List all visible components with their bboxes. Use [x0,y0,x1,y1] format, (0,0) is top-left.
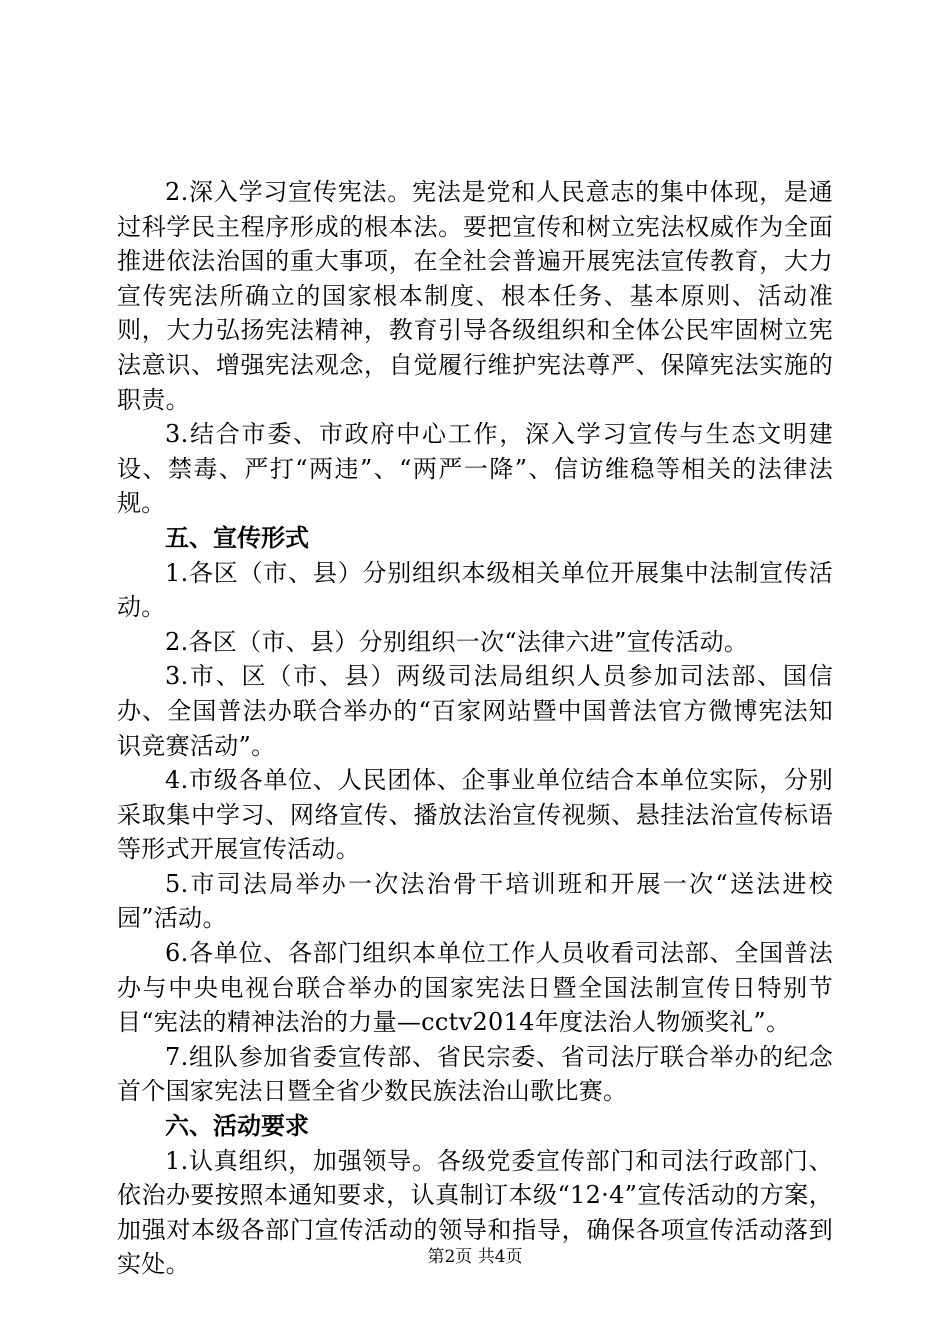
paragraph-s6-item-1: 1.认真组织，加强领导。各级党委宣传部门和司法行政部门、依治办要按照本通知要求，认真制订本级“12·4”宣传活动的方案，加强对本级各部门宣传活动的领导和指导，确保各项宣传活动落到实处。 [117,1146,833,1279]
section-heading-6: 六、活动要求 [165,1112,309,1141]
section-heading-5: 五、宣传形式 [165,523,309,552]
paragraph-s5-item-6: 6.各单位、各部门组织本单位工作人员收看司法部、全国普法办与中央电视台联合举办的国家宪法日暨全国法制宣传日特别节目“宪法的精神法治的力量—cctv2014年度法治人物颁奖礼”。 [117,939,833,1037]
paragraph-s4-item-3: 3.结合市委、市政府中心工作，深入学习宣传与生态文明建设、禁毒、严打“两违”、“两严一降”、信访维稳等相关的法律法规。 [117,420,833,518]
paragraph-s5-item-5: 5.市司法局举办一次法治骨干培训班和开展一次“送法进校园”活动。 [117,869,833,933]
document-body [117,175,833,1282]
paragraph-s5-item-4: 4.市级各单位、人民团体、企事业单位结合本单位实际，分别采取集中学习、网络宣传、播放法治宣传视频、悬挂法治宣传标语等形式开展宣传活动。 [117,766,833,864]
paragraph-s5-item-7: 7.组队参加省委宣传部、省民宗委、省司法厅联合举办的纪念首个国家宪法日暨全省少数民族法治山歌比赛。 [117,1042,833,1106]
paragraph-s4-item-2: 2.深入学习宣传宪法。宪法是党和人民意志的集中体现，是通过科学民主程序形成的根本法。要把宣传和树立宪法权威作为全面推进依法治国的重大事项，在全社会普遍开展宪法宣传教育，大力宣传宪法所确立的国家根本制度、根本任务、基本原则、活动准则，大力弘扬宪法精神，教育引导各级组织和全体公民牢固树立宪法意识、增强宪法观念，自觉履行维护宪法尊严、保障宪法实施的职责。 [117,178,833,414]
paragraph-s5-item-3: 3.市、区（市、县）两级司法局组织人员参加司法部、国信办、全国普法办联合举办的“百家网站暨中国普法官方微博宪法知识竞赛活动”。 [117,662,833,760]
page-footer: 第2页 共4页 [427,1247,523,1267]
paragraph-s5-item-2: 2.各区（市、县）分别组织一次“法律六进”宣传活动。 [165,627,749,656]
paragraph-s5-item-1: 1.各区（市、县）分别组织本级相关单位开展集中法制宣传活动。 [117,558,833,622]
